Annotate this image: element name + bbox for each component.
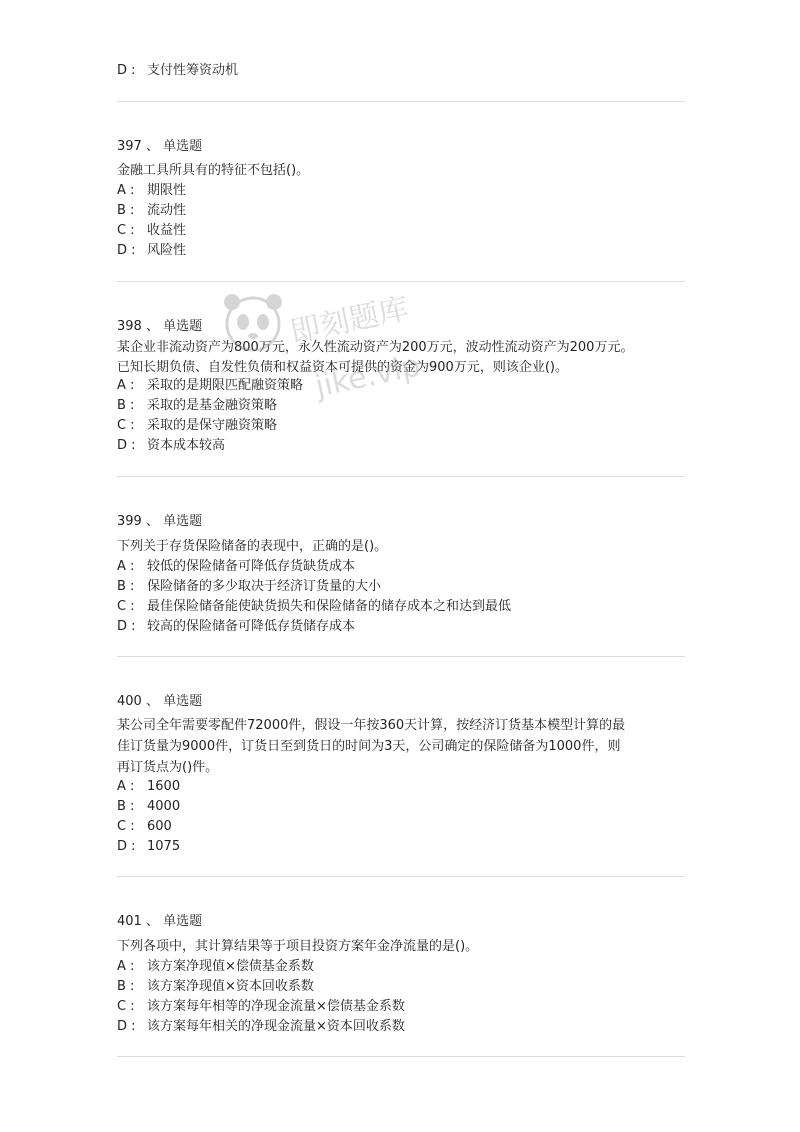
option-c xyxy=(117,997,697,1017)
option-letter: C : xyxy=(117,999,135,1014)
option-text: 采取的是保守融资策略 xyxy=(147,418,278,433)
option-d xyxy=(117,1017,697,1037)
option-c xyxy=(117,597,697,617)
option-text: 较低的保险储备可降低存货缺货成本 xyxy=(147,559,356,574)
option-letter: B : xyxy=(117,799,135,814)
option-letter: D : xyxy=(117,243,136,258)
option-text: 该方案净现值×资本回收系数 xyxy=(147,979,314,994)
option-letter: C : xyxy=(117,223,135,238)
option-letter: A : xyxy=(117,378,135,393)
question-stem: 下列关于存货保险储备的表现中，正确的是()。 xyxy=(117,539,388,554)
question-header: 401 、 单选题 xyxy=(117,914,203,929)
question-header: 400 、 单选题 xyxy=(117,694,203,709)
option-text: 该方案净现值×偿债基金系数 xyxy=(147,959,314,974)
option-text: 资本成本较高 xyxy=(147,438,226,453)
divider xyxy=(117,101,685,102)
question-stem: 某企业非流动资产为800万元，永久性流动资产为200万元，波动性流动资产为200万元。 xyxy=(117,340,634,355)
option-c xyxy=(117,221,697,241)
question-stem: 某公司全年需要零配件72000件，假设一年按360天计算，按经济订货基本模型计算的最 xyxy=(117,718,626,733)
option-letter: B : xyxy=(117,398,135,413)
option-text: 600 xyxy=(147,819,172,834)
option-text: 较高的保险储备可降低存货储存成本 xyxy=(147,619,356,634)
option-letter: C : xyxy=(117,418,135,433)
option-letter: A : xyxy=(117,779,135,794)
option-letter: D : xyxy=(117,619,136,634)
question-stem: 下列各项中，其计算结果等于项目投资方案年金净流量的是()。 xyxy=(117,939,479,954)
option-text: 最佳保险储备能使缺货损失和保险储备的储存成本之和达到最低 xyxy=(147,599,512,614)
option-letter: D : xyxy=(117,1019,136,1034)
option-letter: C : xyxy=(117,819,135,834)
option-text: 支付性筹资动机 xyxy=(147,63,239,78)
option-text: 1600 xyxy=(147,779,181,794)
option-d xyxy=(117,436,697,456)
option-letter: B : xyxy=(117,203,135,218)
option-letter: D : xyxy=(117,63,136,78)
option-a xyxy=(117,376,697,396)
option-b xyxy=(117,201,697,221)
option-letter: A : xyxy=(117,183,135,198)
divider xyxy=(117,476,685,477)
question-header: 397 、 单选题 xyxy=(117,139,203,154)
question-header: 399 、 单选题 xyxy=(117,514,203,529)
question-header: 398 、 单选题 xyxy=(117,319,203,334)
option-text: 收益性 xyxy=(147,223,187,238)
question-stem: 佳订货量为9000件，订货日至到货日的时间为3天，公司确定的保险储备为1000件，则 xyxy=(117,739,621,754)
option-letter: D : xyxy=(117,839,136,854)
option-text: 期限性 xyxy=(147,183,187,198)
option-d xyxy=(117,241,697,261)
divider xyxy=(117,656,685,657)
option-c xyxy=(117,416,697,436)
option-d xyxy=(117,617,697,637)
option-b xyxy=(117,577,697,597)
option-b xyxy=(117,977,697,997)
option-text: 1075 xyxy=(147,839,181,854)
option-text: 采取的是期限匹配融资策略 xyxy=(147,378,304,393)
option-text: 流动性 xyxy=(147,203,187,218)
option-text: 风险性 xyxy=(147,243,187,258)
question-stem: 金融工具所具有的特征不包括()。 xyxy=(117,163,310,178)
option-a xyxy=(117,957,697,977)
option-a xyxy=(117,777,697,797)
option-letter: B : xyxy=(117,579,135,594)
divider xyxy=(117,281,685,282)
option-letter: A : xyxy=(117,959,135,974)
option-text: 4000 xyxy=(147,799,181,814)
question-stem: 已知长期负债、自发性负债和权益资本可提供的资金为900万元，则该企业()。 xyxy=(117,360,568,375)
option-letter: C : xyxy=(117,599,135,614)
watermark-brand: 即刻题库 xyxy=(287,291,412,351)
option-d xyxy=(117,837,697,857)
option-letter: A : xyxy=(117,559,135,574)
option-text: 采取的是基金融资策略 xyxy=(147,398,278,413)
option-text: 保险储备的多少取决于经济订货量的大小 xyxy=(147,579,382,594)
option-text: 该方案每年相关的净现金流量×资本回收系数 xyxy=(147,1019,405,1034)
option-text: 该方案每年相等的净现金流量×偿债基金系数 xyxy=(147,999,405,1014)
watermark-url: jike.vip xyxy=(312,348,424,405)
option-b xyxy=(117,797,697,817)
divider xyxy=(117,876,685,877)
option-letter: B : xyxy=(117,979,135,994)
option-a xyxy=(117,181,697,201)
question-stem: 再订货点为()件。 xyxy=(117,760,219,775)
option-b xyxy=(117,396,697,416)
option-letter: D : xyxy=(117,438,136,453)
option-c xyxy=(117,817,697,837)
option-a xyxy=(117,557,697,577)
prev-question-option-d xyxy=(117,61,697,81)
divider xyxy=(117,1056,685,1057)
